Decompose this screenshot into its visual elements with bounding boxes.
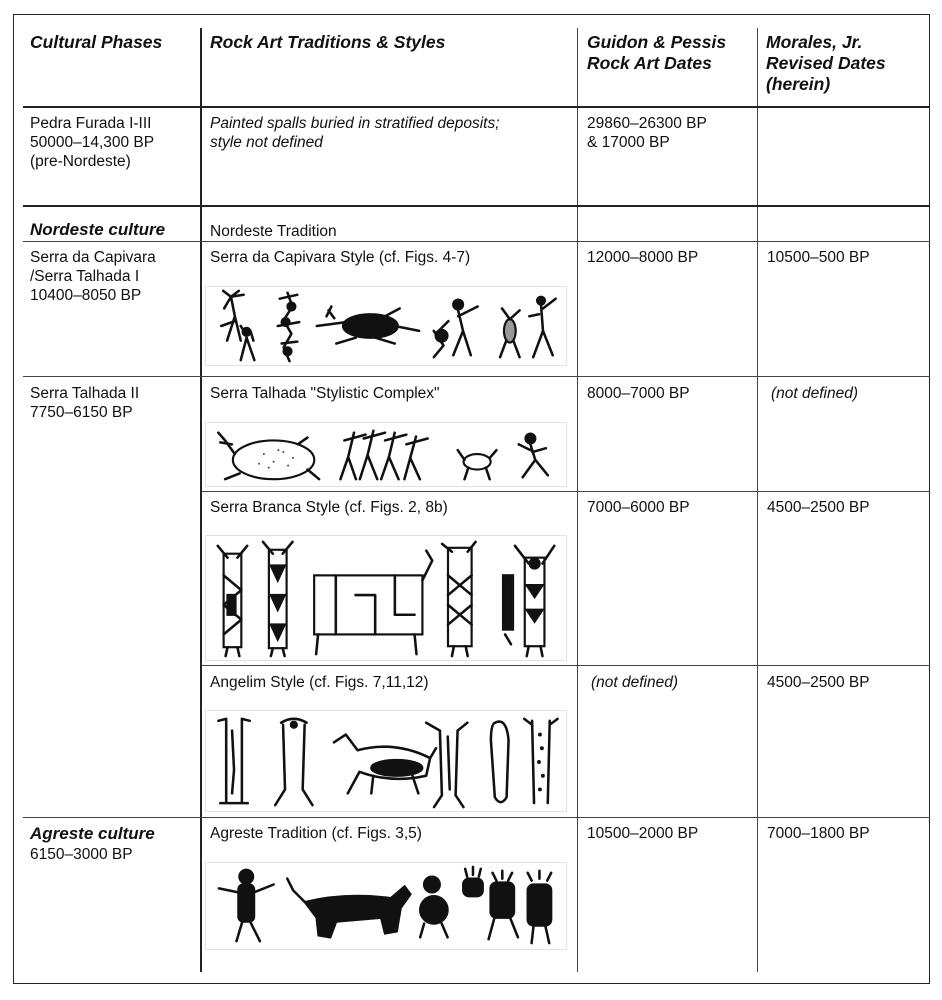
pedra-phase-line3: (pre-Nordeste) (30, 153, 131, 170)
branca-style: Serra Branca Style (cf. Figs. 2, 8b) (210, 499, 448, 516)
oval-figure (491, 722, 509, 803)
agreste-figure-image (205, 862, 567, 950)
capivara-style: Serra da Capivara Style (cf. Figs. 4-7) (210, 249, 471, 266)
agreste-culture: Agreste culture (30, 824, 155, 843)
pedra-phase-line1: Pedra Furada I-III (30, 115, 152, 132)
angelim-style: Angelim Style (cf. Figs. 7,11,12) (210, 674, 429, 691)
header-morales-line3: (herein) (766, 74, 831, 94)
large-animal-figure (218, 433, 319, 480)
human-figure-2 (420, 877, 447, 938)
angelim-figure-image (205, 710, 567, 812)
tree-figure-1 (218, 719, 249, 803)
pedra-gp-line1: 29860–26300 BP (587, 115, 707, 132)
dotted-figure (524, 719, 557, 803)
branca-morales-date: 4500–2500 BP (767, 499, 870, 516)
capivara-morales-date: 10500–500 BP (767, 249, 870, 266)
row-rule-nordeste (23, 241, 930, 242)
header-guidon-pessis (587, 32, 726, 74)
small-animal-figure (458, 450, 497, 479)
capivara-gp-date: 12000–8000 BP (587, 249, 699, 266)
tree-figure-2 (275, 719, 312, 805)
talhada-phase-line1: Serra Talhada II (30, 385, 140, 402)
running-figure (519, 434, 548, 478)
pedra-style-line1: Painted spalls buried in stratified deposits; (210, 115, 500, 132)
header-cultural-phases: Cultural Phases (30, 32, 163, 52)
capivara-figure-image (205, 286, 567, 366)
talhada-style: Serra Talhada "Stylistic Complex" (210, 385, 440, 402)
capivara-phase-line1: Serra da Capivara (30, 249, 156, 266)
header-morales-line2: Revised Dates (766, 53, 886, 73)
agreste-gp-date: 10500–2000 BP (587, 825, 699, 842)
talhada-phase (30, 384, 139, 422)
header-morales-line1: Morales, Jr. (766, 32, 863, 52)
capivara-phase (30, 248, 156, 305)
dancing-figures (434, 297, 556, 357)
header-guidon-pessis-line1: Guidon & Pessis (587, 32, 727, 52)
row-rule-capivara (23, 376, 930, 377)
branca-figure-image (205, 535, 567, 661)
decorated-figure-4 (503, 546, 554, 656)
talhada-figure-image (205, 422, 567, 487)
pedra-gp-line2: & 17000 BP (587, 134, 670, 151)
capivara-phase-line3: 10400–8050 BP (30, 287, 142, 304)
pedra-style-line2: style not defined (210, 134, 323, 151)
nordeste-tradition: Nordeste Tradition (210, 223, 337, 240)
row-rule-talhada (202, 491, 930, 492)
pedra-phase (30, 114, 154, 171)
animal-figure-black (287, 879, 410, 938)
decorated-figure-1 (218, 546, 248, 656)
decorated-figure-3 (442, 542, 475, 656)
decorated-figure-2 (263, 542, 293, 656)
tree-figure-3 (426, 723, 467, 807)
header-morales (766, 32, 886, 95)
talhada-phase-line2: 7750–6150 BP (30, 404, 133, 421)
header-traditions-styles: Rock Art Traditions & Styles (210, 32, 446, 52)
header-rule (23, 106, 930, 108)
agreste-morales-date: 7000–1800 BP (767, 825, 870, 842)
column-divider-2 (577, 28, 578, 972)
deer-figure (317, 307, 419, 344)
angelim-gp-date: (not defined) (591, 674, 679, 691)
nordeste-culture: Nordeste culture (30, 220, 166, 239)
capivara-phase-line2: /Serra Talhada I (30, 268, 140, 285)
row-rule-branca (202, 665, 930, 666)
column-divider-3 (757, 28, 758, 972)
agreste-tradition: Agreste Tradition (cf. Figs. 3,5) (210, 825, 422, 842)
pedra-style (210, 114, 500, 152)
branca-gp-date: 7000–6000 BP (587, 499, 690, 516)
talhada-gp-date: 8000–7000 BP (587, 385, 690, 402)
column-divider-1 (200, 28, 202, 972)
stacked-figures (278, 293, 299, 361)
pedra-phase-line2: 50000–14,300 BP (30, 134, 155, 151)
geometric-animal-figure (314, 551, 432, 654)
procession-figures (340, 431, 427, 479)
pedra-gp-date (587, 114, 707, 152)
agreste-phase: 6150–3000 BP (30, 846, 133, 863)
row-rule-pedra (23, 205, 930, 207)
animal-figure (334, 735, 436, 794)
headdress-figures (463, 867, 551, 943)
header-guidon-pessis-line2: Rock Art Dates (587, 53, 712, 73)
human-figure-1 (219, 870, 274, 941)
stick-figure-pair (221, 291, 254, 360)
row-rule-angelim (23, 817, 930, 818)
angelim-morales-date: 4500–2500 BP (767, 674, 870, 691)
talhada-morales-date: (not defined) (771, 385, 859, 402)
